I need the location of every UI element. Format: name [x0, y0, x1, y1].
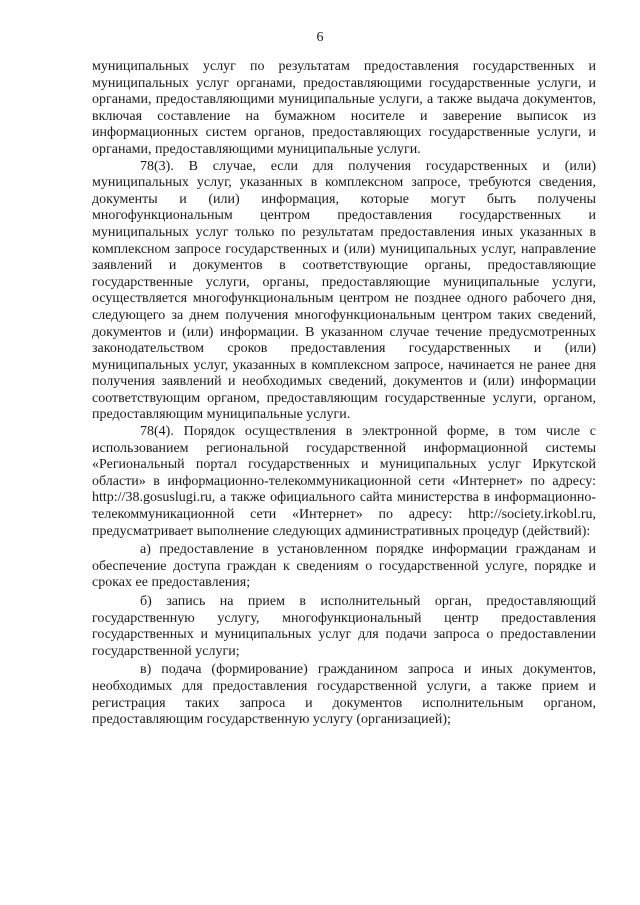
list-item-v: в) подача (формирование) гражданином запроса и иных документов, необходимых для предоставления государственной услуги, а также прием и регистрация таких запроса и документов исполнительным органом, предоставляющим государственную услугу (организацией);: [92, 662, 596, 728]
page-number: 6: [316, 30, 324, 45]
list-item-a: а) предоставление в установленном порядке информации гражданам и обеспечение доступа граждан к сведениям о государственной услуге, порядке и сроках ее предоставления;: [92, 542, 596, 591]
document-body: [92, 59, 596, 729]
paragraph-continuation: муниципальных услуг по результатам предоставления государственных и муниципальных услуг органами, предоставляющими государственные услуги, и органами, предоставляющими муниципальные услуги, а также выдача документов, включая составление на бумажном носителе и заверение выписок из информационных систем органов, предоставляющих государственные услуги, и органами, предоставляющими муниципальные услуги.: [92, 59, 596, 157]
paragraph-78-3: 78(3). В случае, если для получения государственных и (или) муниципальных услуг, указанных в комплексном запросе, требуются сведения, документы и (или) информация, которые могут быть получены многофункциональным центром предоставления государственных и муниципальных услуг только по результатам предоставления иных указанных в комплексном запросе государственных и (или) муниципальных услуг, направление заявлений и документов в соответствующие органы, предоставляющие государственные услуги, органы, предоставляющие муниципальные услуги, осуществляется многофункциональным центром не позднее одного рабочего дня, следующего за днем получения многофункциональным центром таких сведений, документов и (или) информации. В указанном случае течение предусмотренных законодательством сроков предоставления государственных и (или) муниципальных услуг, указанных в комплексном запросе, начинается не ранее дня получения заявлений и необходимых сведений, документов и (или) информации соответствующим органом, предоставляющим государственные услуги, органом, предоставляющим муниципальные услуги.: [92, 158, 596, 423]
paragraph-78-4: 78(4). Порядок осуществления в электронной форме, в том числе с использованием региональной государственной информационной системы «Региональный портал государственных и муниципальных услуг Иркутской области» в информационно-телекоммуникационной сети «Интернет» по адресу: http://38.gosuslugi.ru, а также официального сайта министерства в информационно-телекоммуникационной сети «Интернет» по адресу: http://society.irkobl.ru, предусматривает выполнение следующих административных процедур (действий):: [92, 424, 596, 539]
list-item-b: б) запись на прием в исполнительный орган, предоставляющий государственную услугу, многофункциональный центр предоставления государственных и муниципальных услуг для подачи запроса о предоставлении государственной услуги;: [92, 594, 596, 659]
